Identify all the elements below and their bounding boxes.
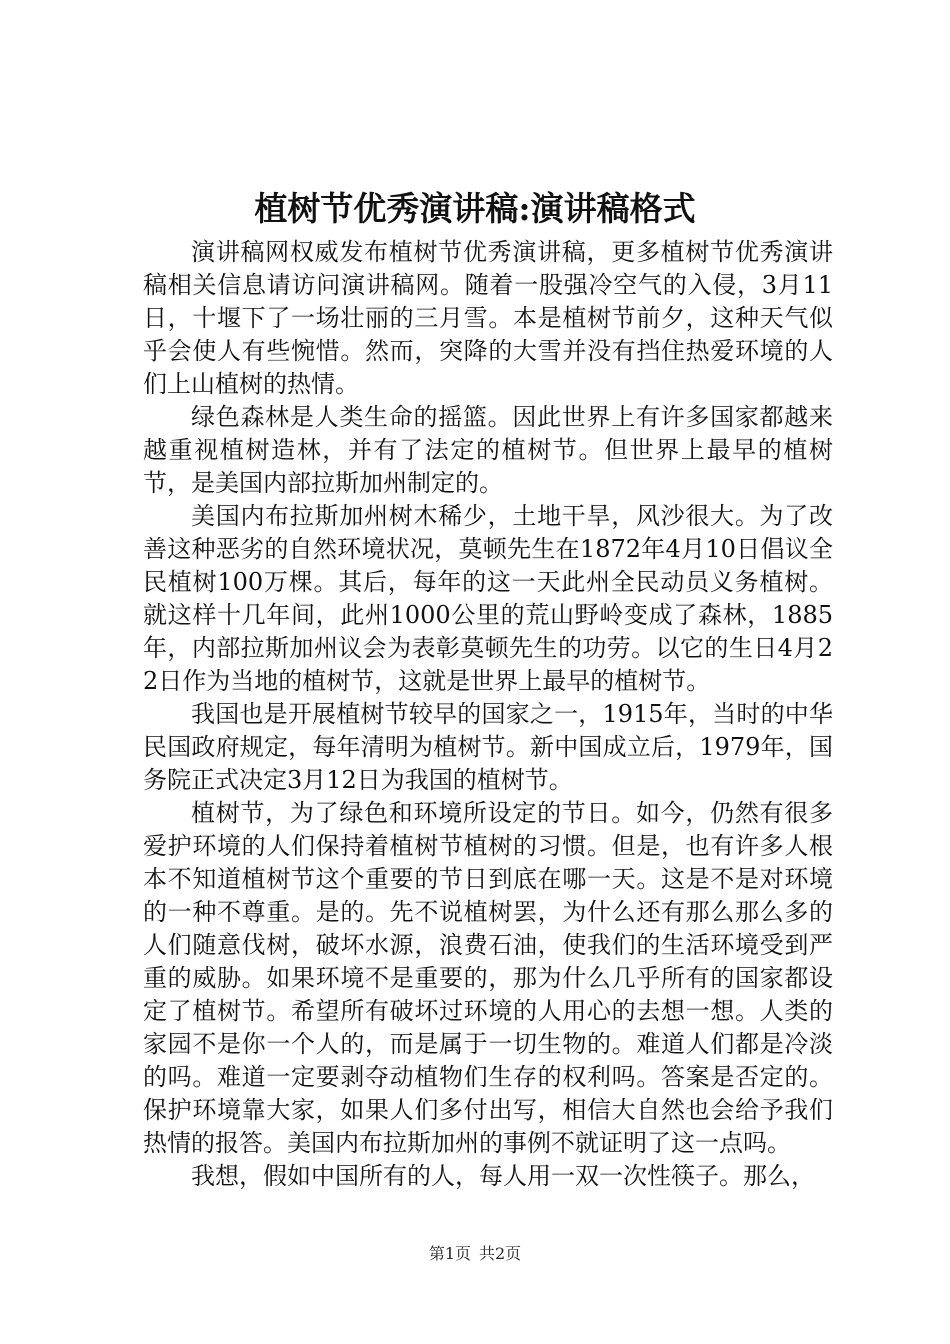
document-body — [143, 236, 833, 1193]
page-number-current: 第1页 — [428, 1244, 471, 1263]
paragraph: 美国内布拉斯加州树木稀少，土地干旱，风沙很大。为了改善这种恶劣的自然环境状况，莫顿先生在1872年4月10日倡议全民植树100万棵。其后，每年的这一天此州全民动员义务植树。就这样十几年间，此州1000公里的荒山野岭变成了森林，1885年，内部拉斯加州议会为表彰莫顿先生的功劳。以它的生日4月22日作为当地的植树节，这就是世界上最早的植树节。 — [143, 502, 833, 695]
page-number-total: 共2页 — [479, 1244, 522, 1263]
document-title: 植树节优秀演讲稿:演讲稿格式 — [254, 189, 696, 228]
paragraph: 演讲稿网权威发布植树节优秀演讲稿，更多植树节优秀演讲稿相关信息请访问演讲稿网。随着一股强冷空气的入侵，3月11日，十堰下了一场壮丽的三月雪。本是植树节前夕，这种天气似乎会使人有些惋惜。然而，突降的大雪并没有挡住热爱环境的人们上山植树的热情。 — [143, 238, 833, 398]
page-footer — [0, 1243, 950, 1265]
paragraph: 绿色森林是人类生命的摇篮。因此世界上有许多国家都越来越重视植树造林，并有了法定的植树节。但世界上最早的植树节，是美国内部拉斯加州制定的。 — [143, 403, 833, 497]
paragraph: 我想，假如中国所有的人，每人用一双一次性筷子。那么， — [191, 1162, 815, 1190]
paragraph: 我国也是开展植树节较早的国家之一，1915年，当时的中华民国政府规定，每年清明为植树节。新中国成立后，1979年，国务院正式决定3月12日为我国的植树节。 — [143, 700, 833, 794]
paragraph: 植树节，为了绿色和环境所设定的节日。如今，仍然有很多爱护环境的人们保持着植树节植树的习惯。但是，也有许多人根本不知道植树节这个重要的节日到底在哪一天。这是不是对环境的一种不尊重。是的。先不说植树罢，为什么还有那么那么多的人们随意伐树，破坏水源，浪费石油，使我们的生活环境受到严重的威胁。如果环境不是重要的，那为什么几乎所有的国家都设定了植树节。希望所有破坏过环境的人用心的去想一想。人类的家园不是你一个人的，而是属于一切生物的。难道人们都是冷淡的吗。难道一定要剥夺动植物们生存的权利吗。答案是否定的。保护环境靠大家，如果人们多付出写，相信大自然也会给予我们热情的报答。美国内布拉斯加州的事例不就证明了这一点吗。 — [143, 799, 833, 1157]
